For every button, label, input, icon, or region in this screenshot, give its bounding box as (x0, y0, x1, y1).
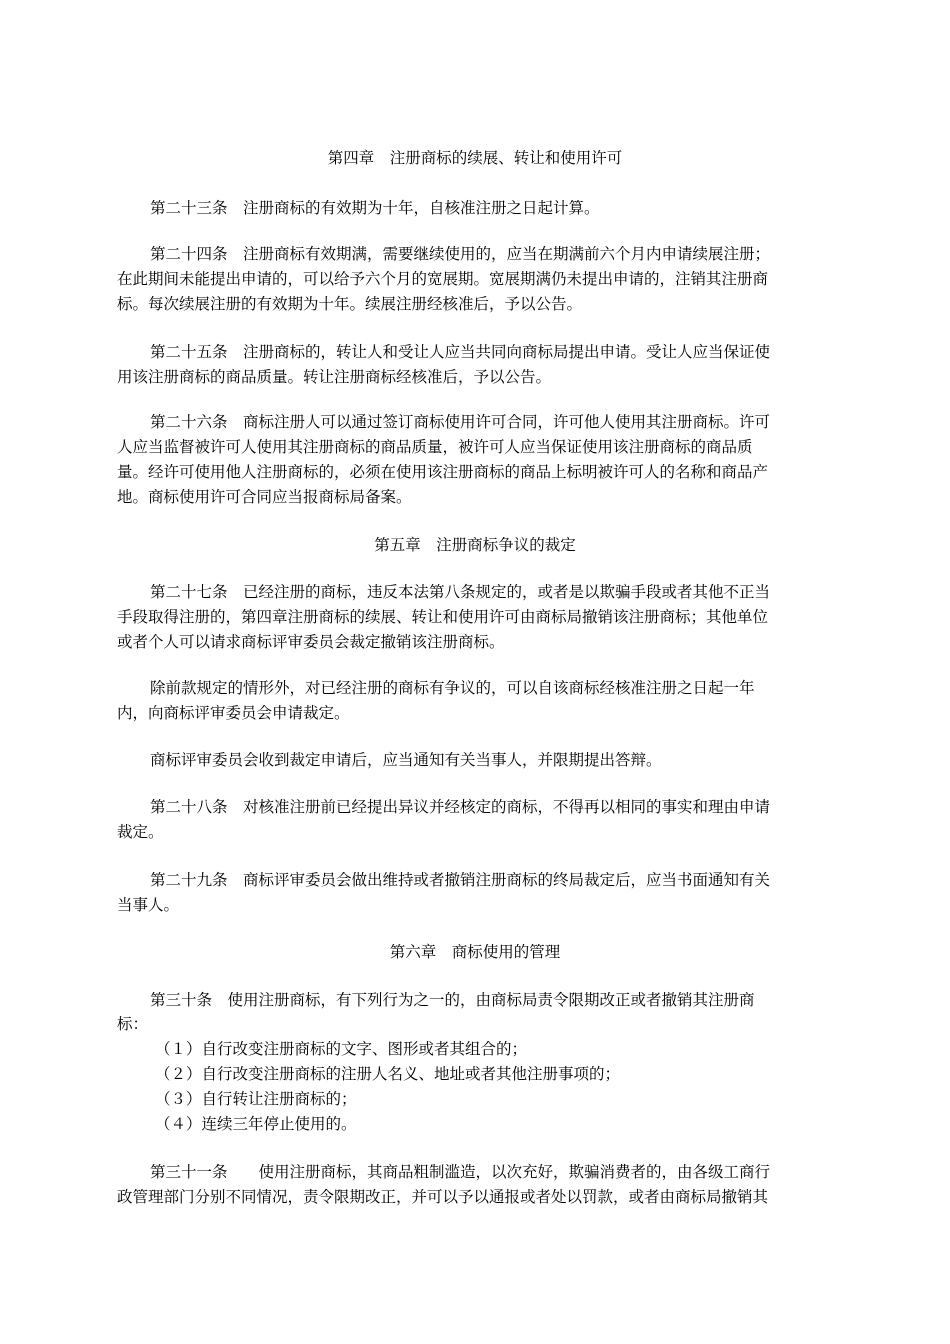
paragraph-line: 内，向商标评审委员会申请裁定。 (117, 704, 350, 722)
list-item: （４）连续三年停止使用的。 (155, 1115, 357, 1133)
article-27-paragraph-3: 商标评审委员会收到裁定申请后，应当通知有关当事人，并限期提出答辩。 (150, 751, 662, 769)
article-27-line: 手段取得注册的，第四章注册商标的续展、转让和使用许可由商标局撤销该注册商标；其他单位 (117, 608, 769, 626)
chapter-4-title: 第四章 注册商标的续展、转让和使用许可 (327, 149, 623, 167)
article-29-line: 第二十九条 商标评审委员会做出维持或者撤销注册商标的终局裁定后，应当书面通知有关 (150, 871, 771, 889)
article-28-line: 裁定。 (117, 823, 164, 841)
list-item: （１）自行改变注册商标的文字、图形或者其组合的； (155, 1040, 528, 1058)
article-24-line: 在此期间未能提出申请的，可以给予六个月的宽展期。宽展期满仍未提出申请的，注销其注册商 (117, 270, 769, 288)
article-26-line: 第二十六条 商标注册人可以通过签订商标使用许可合同，许可他人使用其注册商标。许可 (150, 413, 771, 431)
article-26-line: 量。经许可使用他人注册商标的，必须在使用该注册商标的商品上标明被许可人的名称和商品产 (117, 463, 769, 481)
list-item: （２）自行改变注册商标的注册人名义、地址或者其他注册事项的； (155, 1065, 621, 1083)
article-24-line: 第二十四条 注册商标有效期满，需要继续使用的，应当在期满前六个月内申请续展注册； (150, 245, 771, 263)
article-31-line: 政管理部门分别不同情况，责令限期改正，并可以予以通报或者处以罚款，或者由商标局撤销其 (117, 1188, 769, 1206)
article-27-line: 或者个人可以请求商标评审委员会裁定撤销该注册商标。 (117, 633, 505, 651)
paragraph-line: 除前款规定的情形外，对已经注册的商标有争议的，可以自该商标经核准注册之日起一年 (150, 679, 755, 697)
article-23: 第二十三条 注册商标的有效期为十年，自核准注册之日起计算。 (150, 199, 600, 217)
chapter-5-title: 第五章 注册商标争议的裁定 (374, 536, 576, 554)
article-27-line: 第二十七条 已经注册的商标，违反本法第八条规定的，或者是以欺骗手段或者其他不正当 (150, 583, 771, 601)
article-26-line: 人应当监督被许可人使用其注册商标的商品质量，被许可人应当保证使用该注册商标的商品质 (117, 438, 753, 456)
article-29-line: 当事人。 (117, 896, 180, 914)
article-25-line: 用该注册商标的商品质量。转让注册商标经核准后，予以公告。 (117, 368, 552, 386)
article-26-line: 地。商标使用许可合同应当报商标局备案。 (117, 488, 412, 506)
list-item: （３）自行转让注册商标的； (155, 1090, 357, 1108)
article-30-line: 第三十条 使用注册商标，有下列行为之一的，由商标局责令限期改正或者撤销其注册商 (150, 991, 755, 1009)
chapter-6-title: 第六章 商标使用的管理 (389, 943, 561, 961)
article-28-line: 第二十八条 对核准注册前已经提出异议并经核定的商标，不得再以相同的事实和理由申请 (150, 798, 771, 816)
article-25-line: 第二十五条 注册商标的，转让人和受让人应当共同向商标局提出申请。受让人应当保证使 (150, 343, 771, 361)
article-30-line: 标： (117, 1015, 149, 1033)
article-31-line: 第三十一条 使用注册商标，其商品粗制滥造，以次充好，欺骗消费者的，由各级工商行 (150, 1163, 771, 1181)
article-24-line: 标。每次续展注册的有效期为十年。续展注册经核准后，予以公告。 (117, 295, 583, 313)
